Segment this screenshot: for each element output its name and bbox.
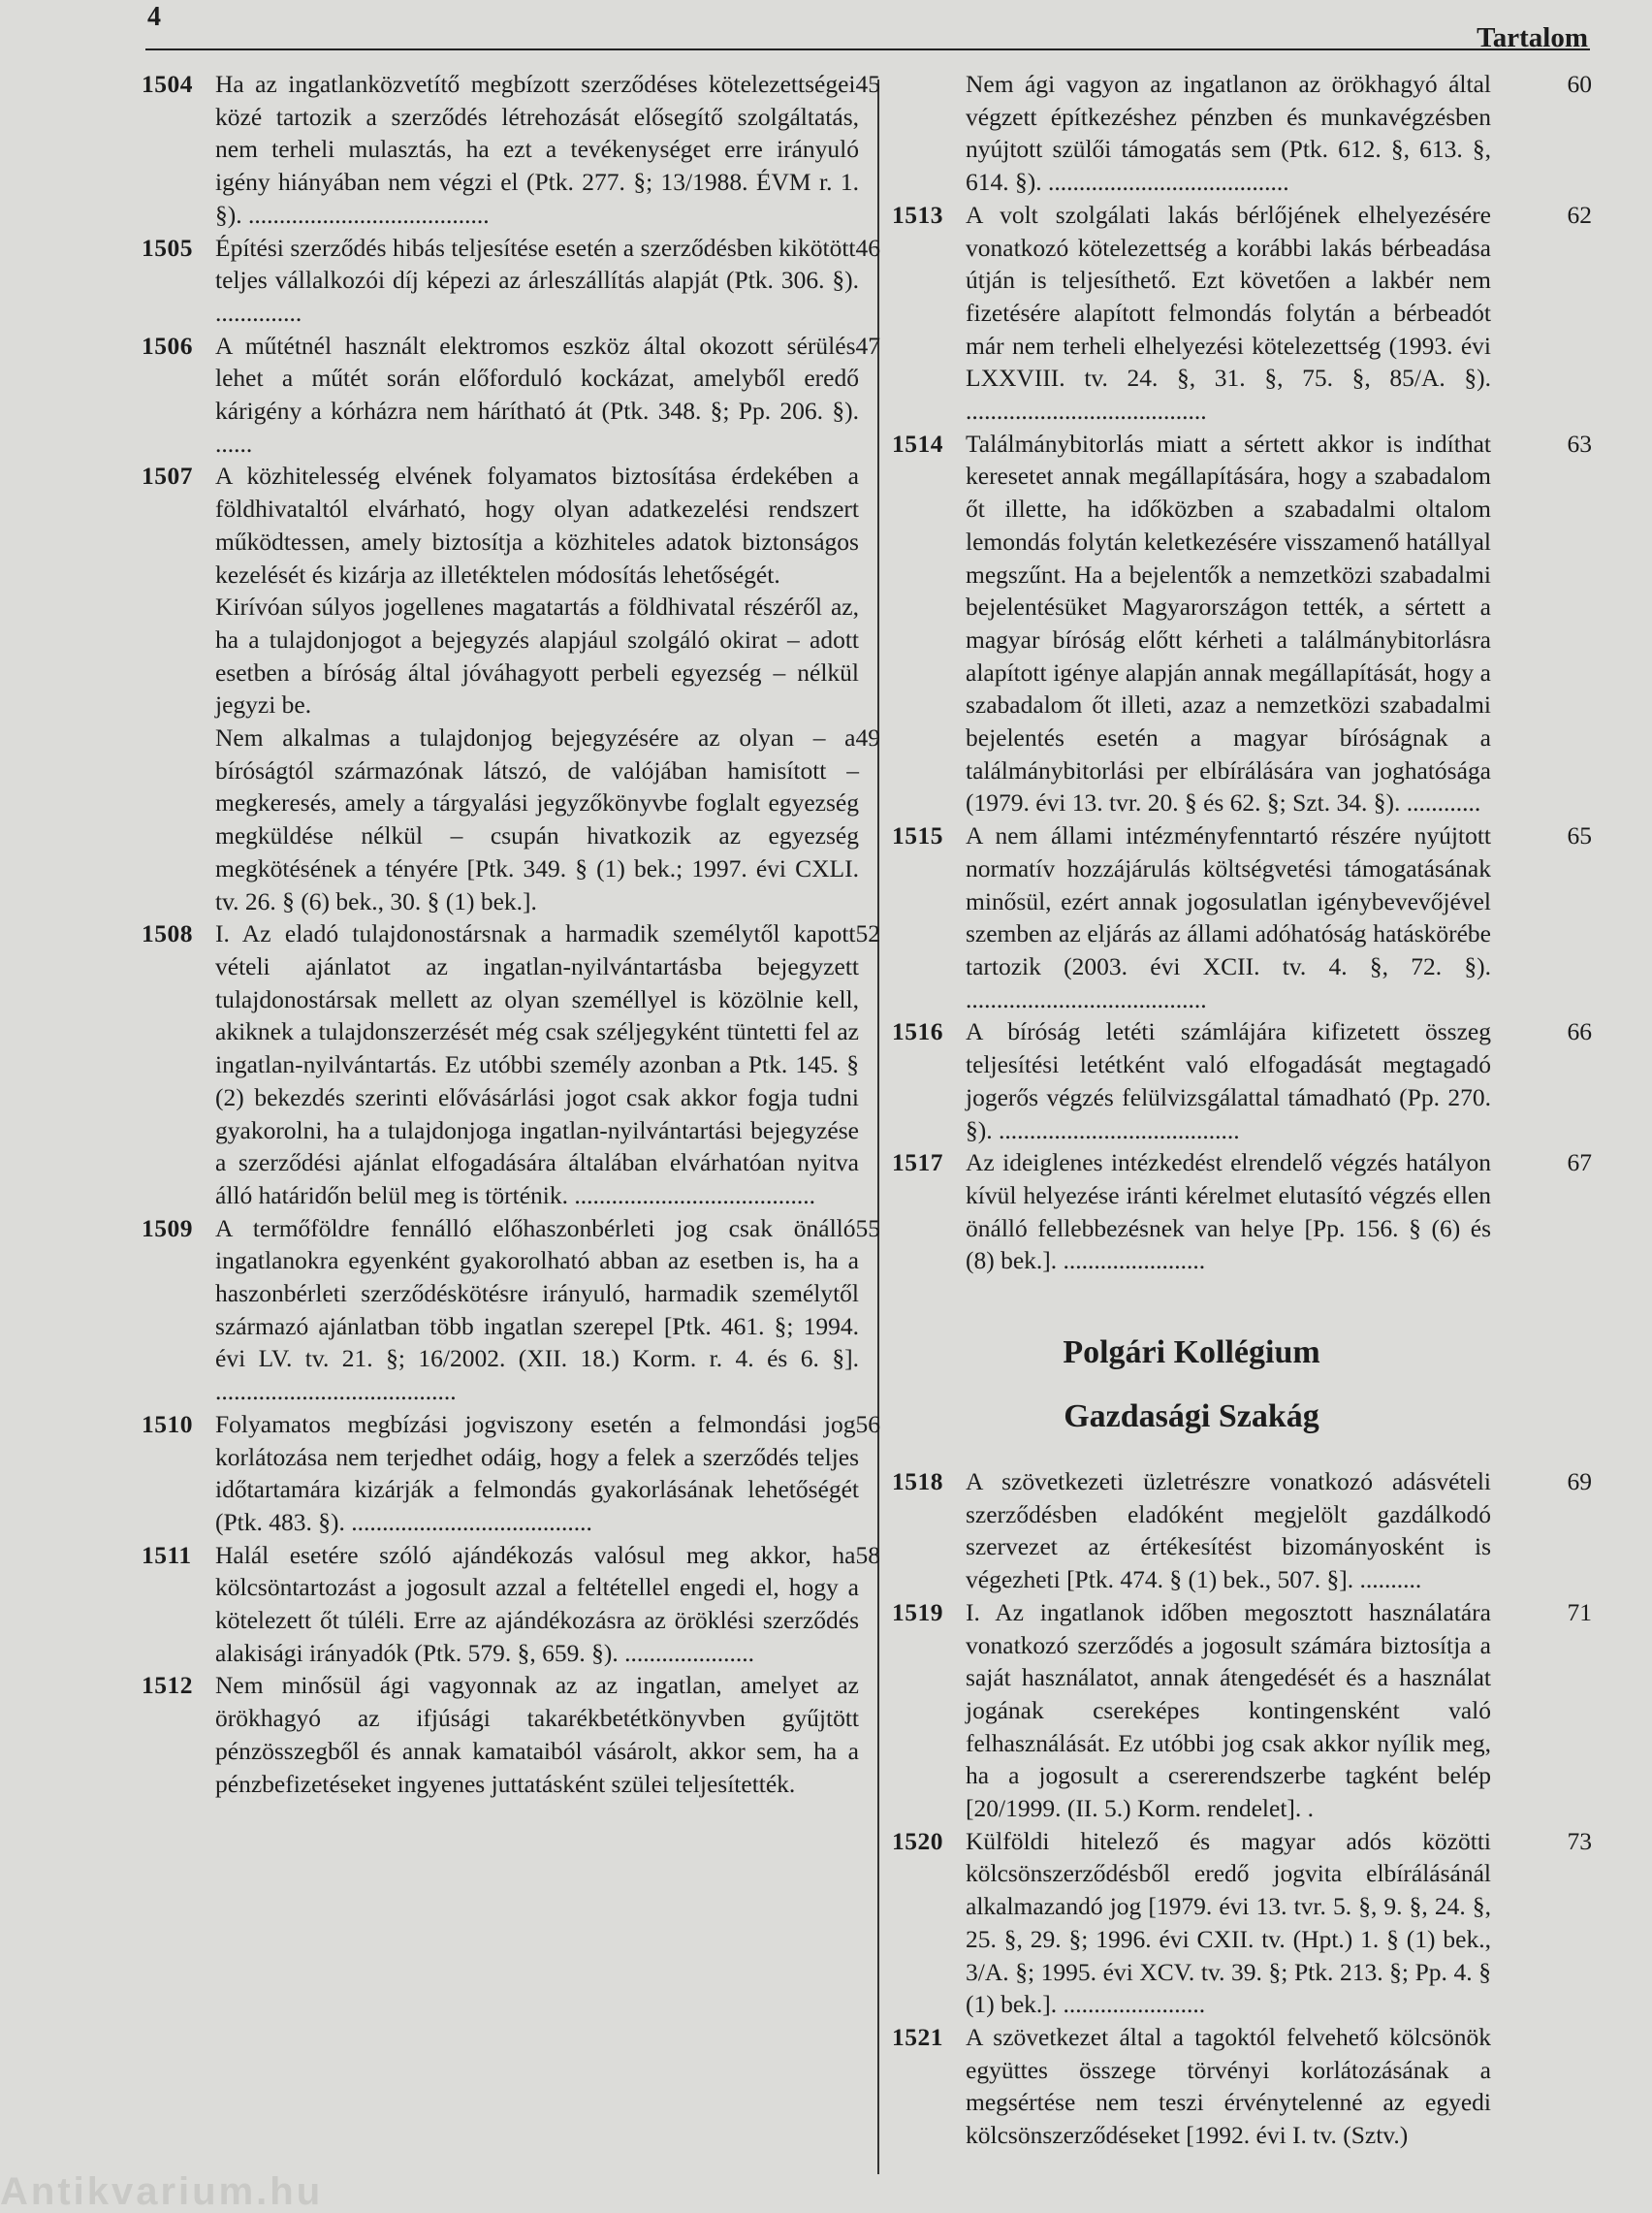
entry-page-number: 73 [1567,1826,1592,1855]
toc-entry [892,1015,1592,1146]
entry-summary: A műtétnél használt elektromos eszköz által okozott sérülés lehet a műtét során előforduló kockázat, amelyből eredő kárigény a kórházra nem hárítható át (Ptk. 348. §; Pp. 206. §). ...... [215,331,859,458]
entry-number: 1512 [142,1671,193,1700]
entry-text [215,1408,880,1539]
toc-entry [892,428,1592,819]
entry-summary: Folyamatos megbízási jogviszony esetén a felmondási jog korlátozása nem terjedhet odáig, hogy a felek a szerződés teljes időtartamára kizárják a felmondás gyakorlásának lehetőségét (Ptk. 483. §). ....................................... [215,1409,859,1536]
entry-number: 1521 [892,2022,943,2051]
entry-summary: Nem ági vagyon az ingatlanon az örökhagyó által végzett építkezéshez pénzben és munkavégzésben nyújtott szülői támogatás sem (Ptk. 612. §, 613. §, 614. §). ....................................... [966,70,1491,197]
entry-summary: A bíróság letéti számlájára kifizetett összeg teljesítési letétként való elfogadását megtagadó jogerős végzés felülvizsgálattal támadható (Pp. 270. §). ....................................... [966,1017,1491,1144]
entry-text [215,1539,880,1670]
entry-number: 1520 [892,1826,943,1855]
toc-entry [142,232,880,330]
entry-summary: Külföldi hitelező és magyar adós közötti kölcsönszerződésből eredő jogvita elbírálásánál alkalmazandó jog [1979. évi 13. tvr. 5. §, 9. §, 24. §, 25. §, 29. §; 1996. évi CXII. tv. (Hpt.) 1. § (1) bek., 3/A. §; 1995. évi XCV. tv. 39. §; Ptk. 213. §; Pp. 4. § (1) bek.]. ....................... [966,1826,1491,2019]
toc-entry [892,1146,1592,1277]
entry-summary: A termőföldre fennálló előhaszonbérleti jog csak önálló ingatlanokra egyenként gyakorolható abban az esetben is, ha a haszonbérleti szerződéskötésre irányuló, harmadik személytől származó ajánlatban több ingatlan szerepel [Ptk. 461. §; 1994. évi LV. tv. 21. §; 16/2002. (XII. 18.) Korm. r. 4. és 6. §]. ....................................... [215,1213,859,1406]
toc-entry [892,1596,1592,1825]
section-title: Polgári Kollégium [1063,1334,1320,1371]
entry-page-number: 47 [855,331,880,360]
entry-summary: Nem alkalmas a tulajdonjog bejegyzésére az olyan – a bíróságtól származónak látszó, de valójában hamisított – megkeresés, amely a tárgyalási jegyzőkönyvbe foglalt egyezség megküldése nélkül – csupán hivatkozik az egyezség megkötésének a tényére [Ptk. 349. § (1) bek.; 1997. évi CXLI. tv. 26. § (6) bek., 30. § (1) bek.]. [215,723,859,915]
column-divider [877,80,879,2174]
entry-page-number: 55 [855,1213,880,1242]
entry-number: 1517 [892,1148,943,1177]
entry-summary: Halál esetére szóló ajándékozás valósul meg akkor, ha kölcsöntartozást a jogosult azzal a feltétellel engedi el, hogy a kötelezett őt túléli. Erre az ajándékozásra az öröklési szerződés alakisági irányadók (Ptk. 579. §, 659. §). ..................... [215,1540,859,1667]
toc-entry [142,917,880,1211]
section-subtitle: Gazdasági Szakág [1064,1398,1319,1435]
toc-entry [142,460,880,917]
entry-number: 1508 [142,919,193,948]
entry-text [966,1825,1592,2021]
running-head: Tartalom [1477,22,1588,53]
entry-number: 1504 [142,70,193,98]
entry-summary: Az ideiglenes intézkedést elrendelő végzés hatályon kívül helyezése iránti kérelmet elutasító végzés ellen önálló fellebbezésnek van helye [Pp. 156. § (6) és (8) bek.]. ....................... [966,1148,1491,1275]
toc-entry [142,1408,880,1539]
entry-page-number: 58 [855,1540,880,1569]
entry-number: 1510 [142,1409,193,1438]
entry-number: 1518 [892,1467,943,1496]
entry-number: 1506 [142,331,193,360]
entry-text: A közhitelesség elvének folyamatos biztosítása érdekében a földhivataltól elvárható, hogy olyan adatkezelési rendszert működtessen, amely biztosítja a közhiteles adatok biztonságos kezelését és kizárja az illetéktelen módosítás lehetőségét. [215,462,859,589]
entry-page-number: 56 [855,1409,880,1438]
entry-number: 1513 [892,200,943,229]
right-entries-2 [892,1465,1592,2152]
left-column [142,68,880,1800]
entry-text [966,1596,1592,1825]
entry-number: 1507 [142,462,193,491]
entry-text: Nem minősül ági vagyonnak az az ingatlan, amelyet az örökhagyó az ifjúsági takarékbetétkönyvben gyűjtött pénzösszegből és annak kamataiból vásárolt, akkor sem, ha a pénzbefizetéseket ingyenes juttatásként szülei teljesítették. [215,1671,859,1798]
entry-summary: A szövetkezeti üzletrészre vonatkozó adásvételi szerződésben eladóként megjelölt gazdálkodó szervezet az értékesítést bizományosként is végezheti [Ptk. 474. § (1) bek., 507. §]. .......... [966,1467,1491,1594]
entry-page-number: 45 [855,70,880,98]
entry-page-number: 62 [1567,200,1592,229]
entry-page-number: 60 [1567,70,1592,98]
toc-entry [142,1212,880,1408]
entry-number: 1515 [892,821,943,850]
entry-text [966,1146,1592,1277]
entry-text [966,1465,1592,1596]
entry-number: 1519 [892,1597,943,1626]
entry-number: 1516 [892,1017,943,1046]
entry-text [215,917,880,1211]
entry-summary: Építési szerződés hibás teljesítése esetén a szerződésben kikötött teljes vállalkozói díj képezi az árleszállítás alapját (Ptk. 306. §). .............. [215,233,859,327]
entry-number: 1511 [142,1540,192,1569]
entry-text [966,199,1592,428]
entry-text [215,1212,880,1408]
right-entries [892,68,1592,1277]
entry-page-number: 65 [1567,821,1592,850]
toc-entry [892,819,1592,1015]
toc-entry [142,1669,857,1800]
entry-summary: I. Az ingatlanok időben megosztott használatára vonatkozó szerződés a jogosult számára biztosítja a saját használatot, annak átengedését és a használat jogának csereképes kontingensként való felhasználását. Ez utóbbi jog csak akkor nyílik meg, ha a jogosult a csererendszerbe tagként belép [20/1999. (II. 5.) Korm. rendelet]. . [966,1597,1491,1823]
entry-text [215,232,880,330]
entry-page-number: 49 [855,723,880,753]
entry-text [215,722,880,917]
toc-entry [892,1825,1592,2021]
toc-entry [892,199,1592,428]
toc-entry [142,1539,880,1670]
entry-summary: I. Az eladó tulajdonostársnak a harmadik személytől kapott vételi ajánlatot az ingatlan-nyilvántartásba bejegyzett tulajdonostársak mellett az olyan személlyel is közölnie kell, akiknek a tulajdonszerzését még csak széljegyként tüntetti fel az ingatlan-nyilvántartás. Ez utóbbi személy azonban a Ptk. 145. § (2) bekezdés szerinti elővásárlási jogot csak akkor fogja tudni gyakorolni, ha a tulajdonjoga ingatlan-nyilvántartási bejegyzése a szerződési ajánlat elfogadására általában elvárhatóan nyitva álló határidőn belül meg is történik. ....................................... [215,919,859,1209]
toc-entry [892,1465,1592,1596]
entry-text [966,1015,1592,1146]
entry-page-number: 71 [1567,1597,1592,1626]
entry-page-number: 67 [1567,1148,1592,1177]
toc-entry [142,68,880,232]
entry-page-number: 46 [855,233,880,262]
entry-page-number: 52 [855,919,880,948]
entry-text: A szövetkezet által a tagoktól felvehető kölcsönök együttes összege törvényi korlátozásának a megsértése nem teszi érvénytelenné az egyedi kölcsönszerződéseket [1992. évi I. tv. (Sztv.) [966,2022,1491,2150]
entry-text [966,428,1592,819]
entry-summary: A nem állami intézményfenntartó részére nyújtott normatív hozzájárulás költségvetési támogatásának minősül, ezért annak jogosulatlan igénybevevőjével szemben az eljárás az állami adóhatóság hatáskörébe tartozik (2003. évi XCII. tv. 4. §, 72. §). ....................................... [966,821,1491,1013]
entry-page-number: 69 [1567,1467,1592,1496]
entry-text [966,68,1592,199]
entry-number: 1514 [892,429,943,458]
entry-page-number: 66 [1567,1017,1592,1046]
entry-page-number: 63 [1567,429,1592,458]
entry-number: 1505 [142,233,193,262]
watermark: Antikvarium.hu [0,2170,324,2213]
entry-text: Kirívóan súlyos jogellenes magatartás a földhivatal részéről az, ha a tulajdonjogot a bejegyzés alapjául szolgáló okirat – adott esetben a bíróság által jóváhagyott perbeli egyezség – nélkül jegyzi be. [215,593,859,720]
header-rule [145,48,1590,50]
entry-text [966,819,1592,1015]
toc-entry [142,330,880,461]
entry-summary: Ha az ingatlanközvetítő megbízott szerződéses kötelezettségei közé tartozik a szerződés létrehozását elősegítő szolgáltatás, nem terheli mulasztás, ha ezt a tevékenységet erre irányuló igény hiányában nem végzi el (Ptk. 277. §; 13/1988. ÉVM r. 1. §). ....................................... [215,70,859,229]
entry-summary: A volt szolgálati lakás bérlőjének elhelyezésére vonatkozó kötelezettség a korábbi lakás bérbeadása útján is teljesíthető. Ezt követően a lakbér nem fizetésére alapított felmondás folytán a bérbeadót már nem terheli elhelyezési kötelezettség (1993. évi LXXVIII. tv. 24. §, 31. §, 75. §, 85/A. §). ....................................... [966,200,1491,426]
entry-number: 1509 [142,1213,193,1242]
right-column [892,68,1592,2152]
toc-entry [892,68,1592,199]
toc-entry [892,2021,1592,2152]
entry-text [215,68,880,232]
entry-text [215,330,880,461]
page-number: 4 [147,2,161,32]
entry-summary: Találmánybitorlás miatt a sértett akkor is indíthat keresetet annak megállapítására, hogy a szabadalom őt illette, ha időközben a szabadalmi oltalom lemondás folytán keletkezésére visszamenő hatállyal megszűnt. Ha a bejelentők a nemzetközi szabadalmi bejelentésüket Magyarországon tették, a sértett a magyar bíróság előtt kérheti a találmánybitorlásra alapított igénye alapján annak megállapítását, hogy a szabadalom őt illeti, azaz a nemzetközi szabadalmi bejelentés esetén a magyar bíróságnak a találmánybitorlási per elbírálására van joghatósága (1979. évi 13. tvr. 20. § és 62. §; Szt. 34. §). ............ [966,429,1491,818]
